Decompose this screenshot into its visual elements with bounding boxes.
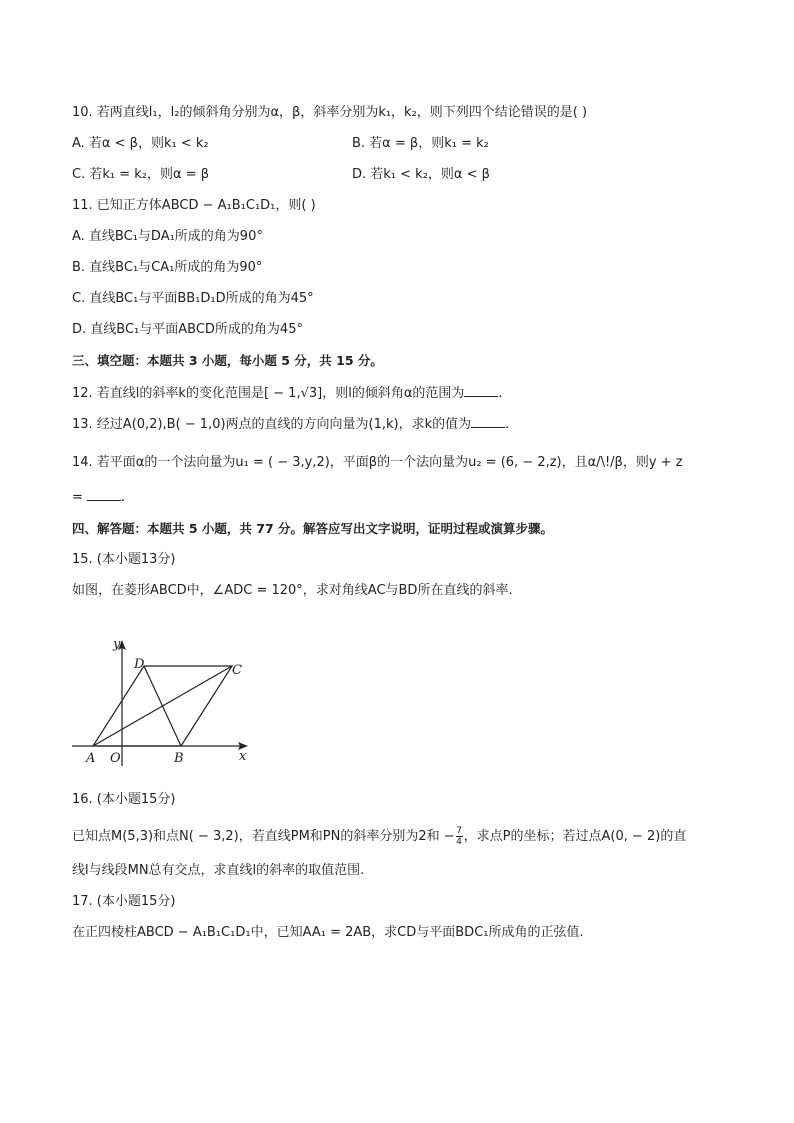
point-label-d: D [134,657,145,672]
q11-stem: 11. 已知正方体ABCD − A₁B₁C₁D₁，则( ) [72,198,316,213]
fraction-numerator: 7 [456,826,463,836]
section-4-heading: 四、解答题：本题共 5 小题，共 77 分。解答应写出文字说明，证明过程或演算步骤。 [72,521,554,536]
q10-option-c: C. 若k₁ = k₂，则α = β [72,167,210,182]
q11-option-c: C. 直线BC₁与平面BB₁D₁D所成的角为45° [72,291,314,306]
q15-body: 如图，在菱形ABCD中，∠ADC = 120°，求对角线AC与BD所在直线的斜率. [72,583,513,598]
q16-heading: 16. (本小题15分) [72,792,176,807]
q14-answer-blank[interactable] [87,488,121,501]
q15-heading: 15. (本小题13分) [72,552,176,567]
q10-option-d: D. 若k₁ < k₂，则α < β [352,167,490,182]
point-label-a: A [86,751,96,766]
q12 [72,384,503,403]
q13 [72,415,509,434]
y-axis-label: y [113,637,121,652]
q13-text: 13. 经过A(0,2),B( − 1,0)两点的直线的方向向量为(1,k)，求k的值为 [72,417,472,432]
q16-text-b: ，求点P的坐标；若过点A(0, − 2)的直 [463,829,687,844]
q17-heading: 17. (本小题15分) [72,894,176,909]
q17-body: 在正四棱柱ABCD − A₁B₁C₁D₁中，已知AA₁ = 2AB，求CD与平面BDC₁所成角的正弦值. [72,925,584,940]
q14-period: . [121,490,126,505]
q10-option-a: A. 若α < β，则k₁ < k₂ [72,136,209,151]
q16-line2: 线l与线段MN总有交点，求直线l的斜率的取值范围. [72,863,365,878]
fraction-denominator: 4 [456,837,463,847]
q11-option-a: A. 直线BC₁与DA₁所成的角为90° [72,229,263,244]
fraction-7-4 [456,826,463,847]
diagonal-bd [144,666,181,746]
section-3-heading: 三、填空题：本题共 3 小题，每小题 5 分，共 15 分。 [72,353,383,368]
q14-line2 [72,488,125,507]
rhombus-figure [66,632,256,768]
q13-answer-blank[interactable] [471,415,505,428]
q11-option-d: D. 直线BC₁与平面ABCD所成的角为45° [72,322,303,337]
q14-line1: 14. 若平面α的一个法向量为u₁ = ( − 3,y,2)，平面β的一个法向量为u₂ = (6, − 2,z)，且α/\!/β，则y + z [72,455,683,470]
q12-answer-blank[interactable] [464,384,498,397]
q14-equals: = [72,490,88,505]
point-label-c: C [232,663,242,678]
q13-period: . [505,417,510,432]
q12-period: . [498,386,503,401]
q11-option-b: B. 直线BC₁与CA₁所成的角为90° [72,260,263,275]
q10-option-b: B. 若α = β，则k₁ = k₂ [352,136,489,151]
point-label-o: O [110,751,121,766]
point-label-b: B [174,751,184,766]
q12-text: 12. 若直线l的斜率k的变化范围是[ − 1,√3]，则l的倾斜角α的范围为 [72,386,465,401]
x-axis-label: x [239,749,247,764]
q10-stem: 10. 若两直线l₁，l₂的倾斜角分别为α，β，斜率分别为k₁，k₂，则下列四个结论错误的是( ) [72,105,588,120]
q16-line1 [72,826,686,847]
q16-text-a: 已知点M(5,3)和点N( − 3,2)，若直线PM和PN的斜率分别为2和 − [72,829,455,844]
